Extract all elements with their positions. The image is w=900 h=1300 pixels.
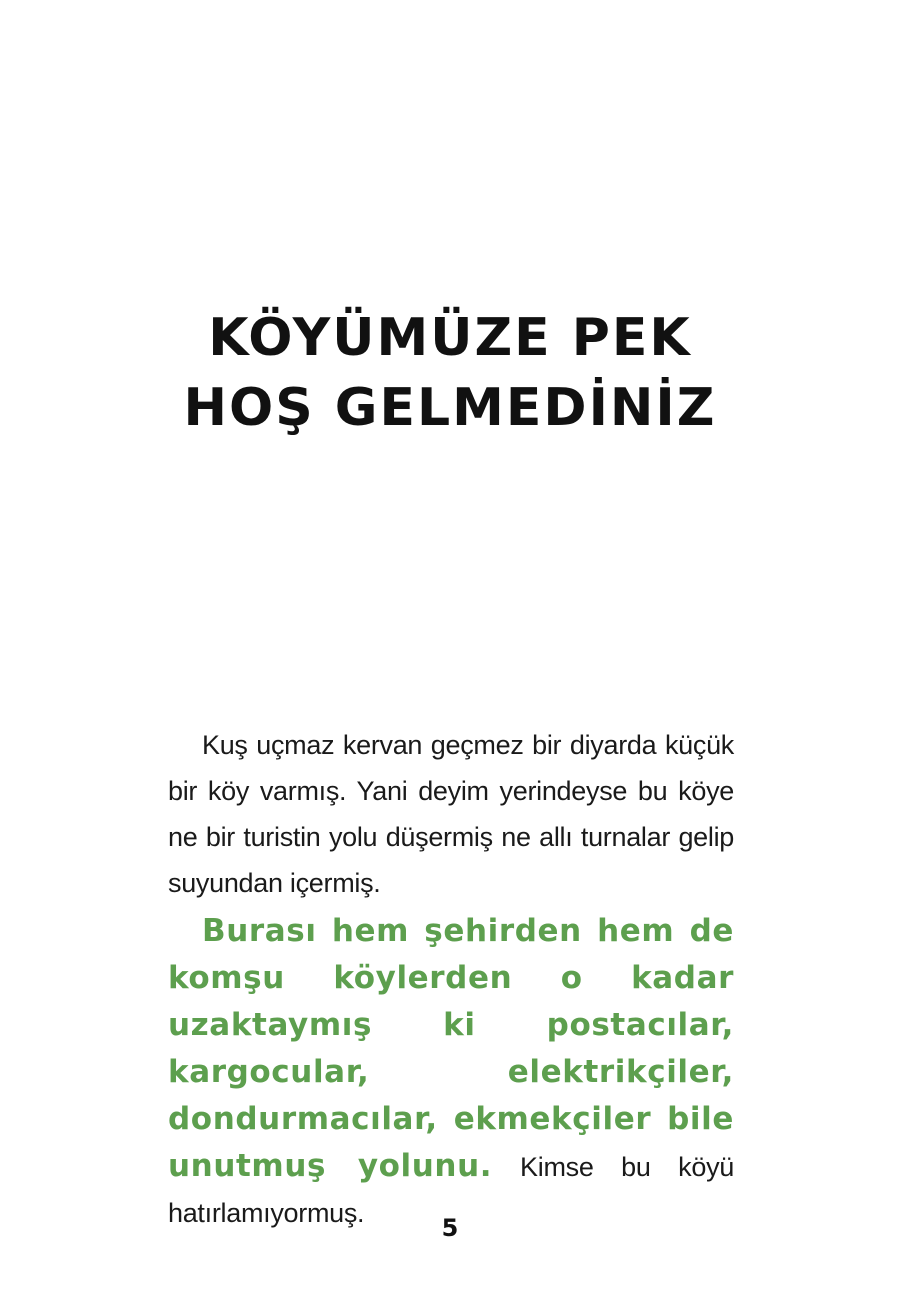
page-number: 5 [441, 1214, 459, 1242]
chapter-title-line-1: KÖYÜMÜZE PEK [208, 308, 692, 368]
paragraph-second [168, 908, 734, 1236]
paragraph-first: Kuş uçmaz kervan geçmez bir diyarda küçük bir köy varmış. Yani deyim yerindeyse bu köye ne bir turistin yolu düşermiş ne allı turnalar gelip suyundan içermiş. [168, 730, 734, 898]
chapter-title [0, 303, 900, 443]
paragraph-second-highlight: Burası hem şehirden hem de komşu köylerden o kadar uzaktaymış ki postacılar, kargocular, elektrikçiler, dondurmacılar, ekmekçiler bile unutmuş yolunu. [168, 913, 734, 1184]
paragraph-second-normal: Kimse bu köyü hatırlamıyormuş. [168, 1152, 734, 1228]
chapter-title-line-2: HOŞ GELMEDİNİZ [183, 378, 717, 438]
